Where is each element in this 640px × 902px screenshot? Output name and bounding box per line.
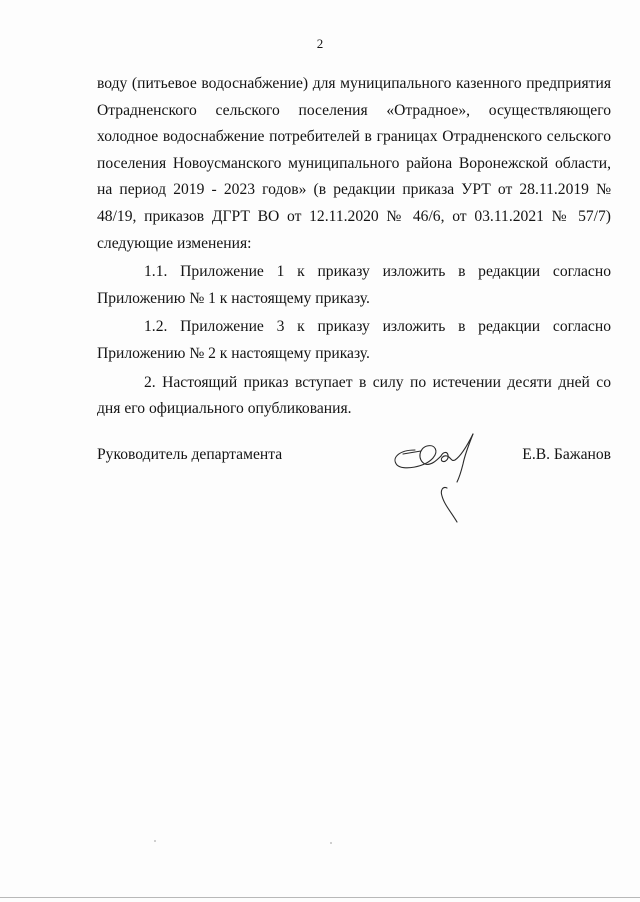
scan-edge-line: [0, 897, 640, 898]
paragraph-amendments-intro: воду (питьевое водоснабжение) для муниципального казенного предприятия Отрадненского сельского поселения «Отрадное», осуществляющего холодное водоснабжение потребителей в границах Отрадненского сельского поселения Новоусманского муниципального района Воронежской области, на период 2019 - 2023 годов» (в редакции приказа УРТ от 28.11.2019 № 48/19, приказов ДГРТ ВО от 12.11.2020 № 46/6, от 03.11.2021 № 57/7) следующие изменения:: [97, 75, 611, 252]
paragraph-item-2: 2. Настоящий приказ вступает в силу по истечении десяти дней со дня его официального опубликования.: [97, 373, 611, 418]
handwritten-signature: [385, 420, 495, 530]
signature-block: [97, 442, 611, 468]
scan-speck: [330, 842, 332, 844]
paragraph-item-1-2: 1.2. Приложение 3 к приказу изложить в редакции согласно Приложению № 2 к настоящему приказу.: [97, 318, 611, 362]
signatory-role: Руководитель департамента: [97, 446, 283, 463]
signatory-name: Е.В. Бажанов: [522, 446, 611, 463]
document-body: [97, 71, 611, 423]
scan-speck: [154, 840, 156, 842]
page-number: 2: [316, 36, 324, 51]
paragraph-item-1-1: 1.1. Приложение 1 к приказу изложить в редакции согласно Приложению № 1 к настоящему приказу.: [97, 263, 611, 307]
